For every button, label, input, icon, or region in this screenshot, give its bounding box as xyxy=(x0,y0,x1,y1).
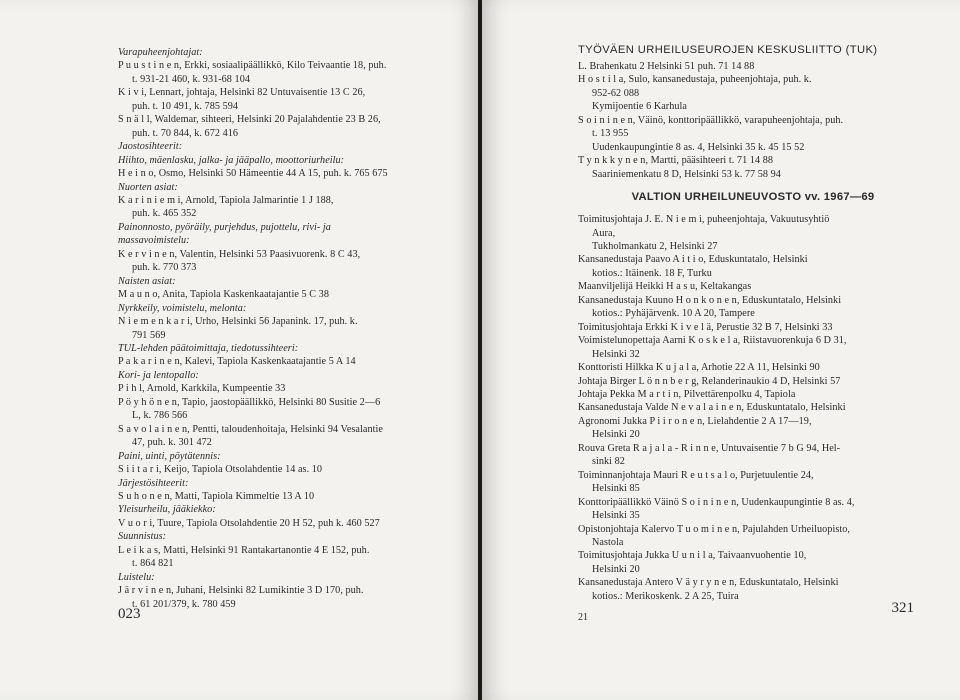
text-line: kotios.: Pyhäjärvenk. 10 A 20, Tampere xyxy=(592,308,755,320)
text-line: Kansanedustaja Valde N e v a l a i n e n, Eduskuntatalo, Helsinki xyxy=(578,402,846,414)
section-label: Nyrkkeily, voimistelu, melonta: xyxy=(118,302,247,314)
text-line: Maanviljelijä Heikki H a s u, Keltakangas xyxy=(578,281,752,293)
text-line: puh. k. 465 352 xyxy=(132,208,197,220)
section-label: Suunnistus: xyxy=(118,531,167,543)
section-label: Nuorten asiat: xyxy=(118,181,178,193)
text-line: Helsinki 20 xyxy=(592,563,640,575)
text-line: L, k. 786 566 xyxy=(132,410,188,422)
text-line: t. 13 955 xyxy=(592,128,629,140)
text-line: S n ä l l, Waldemar, sihteeri, Helsinki 20 Pajalahdentie 23 B 26, xyxy=(118,114,381,126)
text-line: Johtaja Pekka M a r t i n, Pilvettärenpolku 4, Tapiola xyxy=(578,388,796,400)
text-line: kotios.: Itäinenk. 18 F, Turku xyxy=(592,267,712,279)
text-line: Helsinki 85 xyxy=(592,483,640,495)
section-label: Paini, uinti, pöytätennis: xyxy=(118,450,221,462)
text-line: S a v o l a i n e n, Pentti, taloudenhoitaja, Helsinki 94 Vesalantie xyxy=(118,423,383,435)
text-line: P a k a r i n e n, Kalevi, Tapiola Kaskenkaatajantie 5 A 14 xyxy=(118,356,356,368)
text-line: J ä r v i n e n, Juhani, Helsinki 82 Lumikintie 3 D 170, puh. xyxy=(118,585,364,597)
text-line: L. Brahenkatu 2 Helsinki 51 puh. 71 14 88 xyxy=(578,61,755,72)
text-line: K a r i n i e m i, Arnold, Tapiola Jalmarintie 1 J 188, xyxy=(118,194,334,206)
text-line: P u u s t i n e n, Erkki, sosiaalipäällikkö, Kilo Teivaantie 18, puh. xyxy=(118,60,387,72)
text-line: S u h o n e n, Matti, Tapiola Kimmeltie 13 A 10 xyxy=(118,490,315,502)
text-line: puh. t. 70 844, k. 672 416 xyxy=(132,127,239,139)
text-line: Uudenkaupungintie 8 as. 4, Helsinki 35 k. 45 15 52 xyxy=(592,141,805,153)
text-line: Helsinki 35 xyxy=(592,510,640,522)
text-line: T y n k k y n e n, Martti, pääsihteeri t. 71 14 88 xyxy=(578,155,773,167)
text-line: Johtaja Birger L ö n n b e r g, Relanderinaukio 4 D, Helsinki 57 xyxy=(578,375,841,387)
section-label: Jaostosihteerit: xyxy=(118,141,183,153)
text-line: L e i k a s, Matti, Helsinki 91 Rantakartanontie 4 E 152, puh. xyxy=(118,544,370,556)
section-label: Kori- ja lentopallo: xyxy=(118,369,199,381)
text-line: Kansanedustaja Paavo A i t i o, Eduskuntatalo, Helsinki xyxy=(578,254,808,266)
section-label: Yleisurheilu, jääkiekko: xyxy=(118,504,216,516)
text-line: P i h l, Arnold, Karkkila, Kumpeentie 33 xyxy=(118,383,286,395)
text-line: puh. k. 770 373 xyxy=(132,262,197,274)
section-label: Luistelu: xyxy=(118,571,155,583)
section-label: TUL-lehden päätoimittaja, tiedotussihteeri: xyxy=(118,342,299,354)
text-line: Aura, xyxy=(592,227,616,239)
text-line: V u o r i, Tuure, Tapiola Otsolahdentie 20 H 52, puh k. 460 527 xyxy=(118,517,380,529)
text-line: S i i t a r i, Keijo, Tapiola Otsolahdentie 14 as. 10 xyxy=(118,464,323,476)
text-line: Agronomi Jukka P i i r o n e n, Lielahdentie 2 A 17—19, xyxy=(578,415,812,427)
text-line: Rouva Greta R a j a l a - R i n n e, Untuvaisentie 7 b G 94, Hel- xyxy=(578,442,841,454)
text-line: Tukholmankatu 2, Helsinki 27 xyxy=(592,240,718,252)
text-line: H e i n o, Osmo, Helsinki 50 Hämeentie 44 A 15, puh. k. 765 675 xyxy=(118,168,388,180)
text-line: 47, puh. k. 301 472 xyxy=(132,437,212,449)
text-line: Toiminnanjohtaja Mauri R e u t s a l o, Purjetuulentie 24, xyxy=(578,469,814,481)
tuk-heading: TYÖVÄEN URHEILUSEUROJEN KESKUSLIITTO (TUK) xyxy=(578,44,878,56)
section-label: Varapuheenjohtajat: xyxy=(118,47,203,58)
text-line: puh. t. 10 491, k. 785 594 xyxy=(132,100,239,112)
text-line: Kymijoentie 6 Karhula xyxy=(592,101,687,113)
tuk-text-block xyxy=(578,60,920,181)
text-line: Toimitusjohtaja J. E. N i e m i, puheenjohtaja, Vakuutusyhtiö xyxy=(578,214,830,226)
footer-mark: 21 xyxy=(578,612,588,623)
text-line: 791 569 xyxy=(132,329,166,341)
text-line: 952-62 088 xyxy=(592,87,640,99)
text-line: sinki 82 xyxy=(592,456,625,468)
section-label: massavoimistelu: xyxy=(118,235,190,247)
right-text-column xyxy=(578,213,920,603)
text-line: kotios.: Merikoskenk. 2 A 25, Tuira xyxy=(592,590,739,602)
text-line: t. 864 821 xyxy=(132,558,174,570)
text-line: t. 61 201/379, k. 780 459 xyxy=(132,598,236,610)
text-line: M a u n o, Anita, Tapiola Kaskenkaatajantie 5 C 38 xyxy=(118,289,329,301)
left-page xyxy=(0,0,478,700)
text-line: Saariniemenkatu 8 D, Helsinki 53 k. 77 58 94 xyxy=(592,168,781,180)
text-line: K e r v i n e n, Valentin, Helsinki 53 Paasivuorenk. 8 C 43, xyxy=(118,248,361,260)
text-line: Voimistelunopettaja Aarni K o s k e l a, Riistavuorenkuja 6 D 31, xyxy=(578,335,847,347)
text-line: Konttoristi Hilkka K u j a l a, Arhotie 22 A 11, Helsinki 90 xyxy=(578,362,820,374)
text-line: Kansanedustaja Antero V ä y r y n e n, Eduskuntatalo, Helsinki xyxy=(578,577,839,589)
text-line: N i e m e n k a r i, Urho, Helsinki 56 Japanink. 17, puh. k. xyxy=(118,316,358,328)
text-line: S o i n i n e n, Väinö, konttoripäällikkö, varapuheenjohtaja, puh. xyxy=(578,114,844,126)
right-page xyxy=(482,0,960,700)
text-line: K i v i, Lennart, johtaja, Helsinki 82 Untuvaisentie 13 C 26, xyxy=(118,87,366,99)
text-line: Kansanedustaja Kuuno H o n k o n e n, Eduskuntatalo, Helsinki xyxy=(578,294,842,306)
text-line: Konttoripäällikkö Väinö S o i n i n e n, Uudenkaupungintie 8 as. 4, xyxy=(578,496,855,508)
section-label: Naisten asiat: xyxy=(118,275,176,287)
text-line: t. 931-21 460, k. 931-68 104 xyxy=(132,73,250,85)
text-line: Toimitusjohtaja Erkki K i v e l ä, Perustie 32 B 7, Helsinki 33 xyxy=(578,321,833,333)
text-line: Opistonjohtaja Kalervo T u o m i n e n, Pajulahden Urheiluopisto, xyxy=(578,523,850,535)
text-line: Helsinki 20 xyxy=(592,429,640,441)
section-label: Painonnosto, pyöräily, purjehdus, pujottelu, rivi- ja xyxy=(118,221,331,233)
section-label: Järjestösihteerit: xyxy=(118,477,189,489)
page-number-right: 321 xyxy=(891,600,914,616)
text-line: Toimitusjohtaja Jukka U u n i l a, Taivaanvuohentie 10, xyxy=(578,550,807,562)
section-label: Hiihto, mäenlasku, jalka- ja jääpallo, moottoriurheilu: xyxy=(118,154,345,166)
section-heading: VALTION URHEILUNEUVOSTO vv. 1967—69 xyxy=(631,191,875,204)
page-number-left: 023 xyxy=(118,606,141,622)
text-line: P ö y h ö n e n, Tapio, jaostopäällikkö, Helsinki 80 Susitie 2—6 xyxy=(118,396,381,408)
left-text-column xyxy=(118,46,442,611)
text-line: Nastola xyxy=(592,536,624,548)
text-line: Helsinki 32 xyxy=(592,348,640,360)
text-line: H o s t i l a, Sulo, kansanedustaja, puheenjohtaja, puh. k. xyxy=(578,74,812,86)
